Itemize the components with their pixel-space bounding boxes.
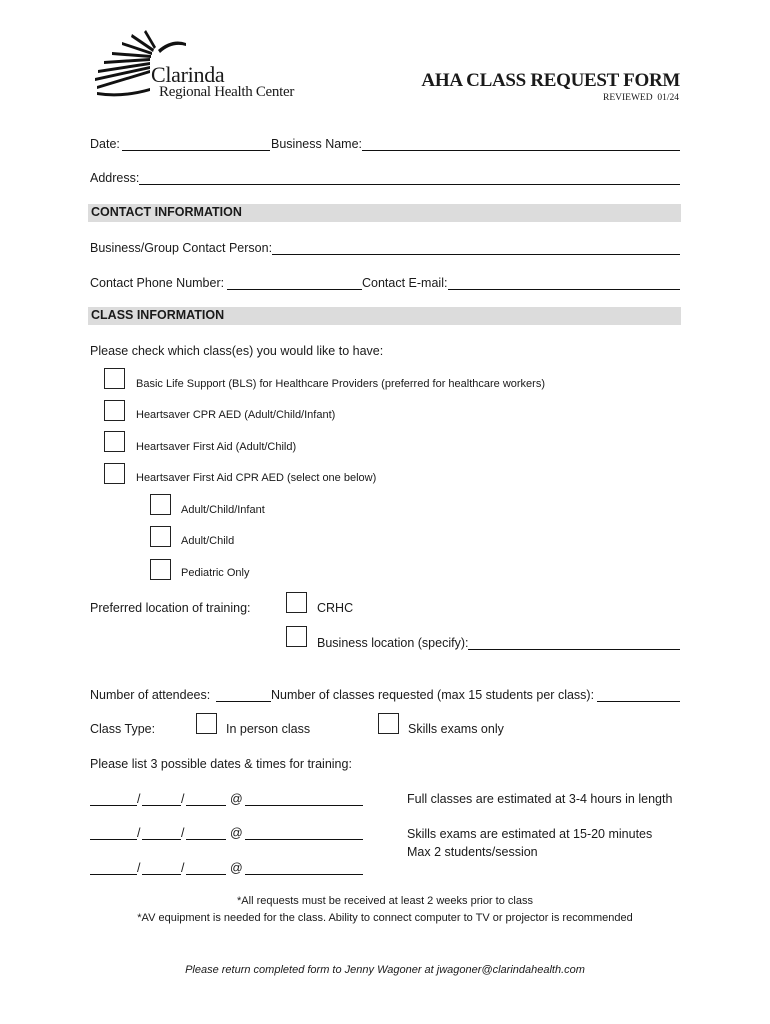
full-class-note: Full classes are estimated at 3-4 hours in length	[407, 792, 673, 806]
bls-label: Basic Life Support (BLS) for Healthcare Providers (preferred for healthcare workers)	[136, 378, 546, 390]
date-label: Date:	[90, 137, 120, 151]
date-slash: /	[181, 792, 185, 806]
heartsaver-cpr-aed-checkbox[interactable]	[104, 400, 125, 421]
max-students-note: Max 2 students/session	[407, 845, 538, 859]
adult-child-infant-checkbox[interactable]	[150, 494, 171, 515]
av-equipment-note: *AV equipment is needed for the class. Ability to connect computer to TV or projector is recommended	[137, 912, 633, 924]
skills-exam-note: Skills exams are estimated at 15-20 minutes	[407, 827, 653, 841]
class-prompt: Please check which class(es) you would like to have:	[90, 344, 384, 358]
reviewed-date: REVIEWED 01/24	[603, 93, 679, 103]
time-field[interactable]	[245, 805, 363, 806]
classes-requested-field[interactable]	[597, 701, 680, 702]
at-symbol: @	[230, 861, 243, 875]
location-label: Preferred location of training:	[90, 601, 251, 615]
contact-person-label: Business/Group Contact Person:	[90, 241, 273, 255]
class-section-title: CLASS INFORMATION	[91, 308, 225, 322]
month-field[interactable]	[90, 874, 137, 875]
attendees-field[interactable]	[216, 701, 271, 702]
date-field[interactable]	[122, 150, 270, 151]
bls-checkbox[interactable]	[104, 368, 125, 389]
form-title: AHA CLASS REQUEST FORM	[421, 70, 680, 91]
day-field[interactable]	[142, 805, 181, 806]
year-field[interactable]	[186, 805, 226, 806]
skills-exams-label: Skills exams only	[408, 722, 504, 736]
time-field[interactable]	[245, 874, 363, 875]
class-section-header	[88, 307, 681, 325]
heartsaver-cpr-aed-label: Heartsaver CPR AED (Adult/Child/Infant)	[136, 409, 336, 421]
return-instructions: Please return completed form to Jenny Wagoner at jwagoner@clarindahealth.com	[185, 964, 585, 976]
month-field[interactable]	[90, 839, 137, 840]
contact-phone-field[interactable]	[227, 289, 362, 290]
address-field[interactable]	[139, 184, 680, 185]
day-field[interactable]	[142, 874, 181, 875]
date-slash: /	[181, 861, 185, 875]
heartsaver-first-aid-cpr-aed-checkbox[interactable]	[104, 463, 125, 484]
pediatric-only-checkbox[interactable]	[150, 559, 171, 580]
adult-child-label: Adult/Child	[181, 535, 235, 547]
at-symbol: @	[230, 826, 243, 840]
date-slash: /	[137, 792, 141, 806]
year-field[interactable]	[186, 874, 226, 875]
business-name-field[interactable]	[362, 150, 680, 151]
contact-email-field[interactable]	[448, 289, 680, 290]
contact-email-label: Contact E-mail:	[362, 276, 448, 290]
date-slash: /	[137, 861, 141, 875]
contact-section-header	[88, 204, 681, 222]
month-field[interactable]	[90, 805, 137, 806]
skills-exams-checkbox[interactable]	[378, 713, 399, 734]
business-location-field[interactable]	[468, 649, 680, 650]
adult-child-checkbox[interactable]	[150, 526, 171, 547]
dates-prompt: Please list 3 possible dates & times for training:	[90, 757, 352, 771]
business-location-label: Business location (specify):	[317, 636, 469, 650]
time-field[interactable]	[245, 839, 363, 840]
crhc-checkbox[interactable]	[286, 592, 307, 613]
contact-phone-label: Contact Phone Number:	[90, 276, 225, 290]
heartsaver-first-aid-cpr-aed-label: Heartsaver First Aid CPR AED (select one below)	[136, 472, 377, 484]
pediatric-only-label: Pediatric Only	[181, 567, 250, 579]
class-type-label: Class Type:	[90, 722, 156, 736]
year-field[interactable]	[186, 839, 226, 840]
attendees-label: Number of attendees:	[90, 688, 211, 702]
logo-name: Clarinda	[151, 62, 225, 87]
business-location-checkbox[interactable]	[286, 626, 307, 647]
crhc-label: CRHC	[317, 601, 354, 615]
classes-requested-label: Number of classes requested (max 15 students per class):	[271, 688, 595, 702]
at-symbol: @	[230, 792, 243, 806]
address-label: Address:	[90, 171, 140, 185]
date-slash: /	[181, 826, 185, 840]
day-field[interactable]	[142, 839, 181, 840]
heartsaver-first-aid-checkbox[interactable]	[104, 431, 125, 452]
in-person-label: In person class	[226, 722, 311, 736]
business-name-label: Business Name:	[271, 137, 363, 151]
heartsaver-first-aid-label: Heartsaver First Aid (Adult/Child)	[136, 441, 297, 453]
adult-child-infant-label: Adult/Child/Infant	[181, 504, 265, 516]
logo-subtitle: Regional Health Center	[159, 84, 295, 100]
advance-notice-note: *All requests must be received at least 2 weeks prior to class	[237, 895, 533, 907]
date-slash: /	[137, 826, 141, 840]
contact-section-title: CONTACT INFORMATION	[91, 205, 242, 219]
contact-person-field[interactable]	[272, 254, 680, 255]
in-person-checkbox[interactable]	[196, 713, 217, 734]
